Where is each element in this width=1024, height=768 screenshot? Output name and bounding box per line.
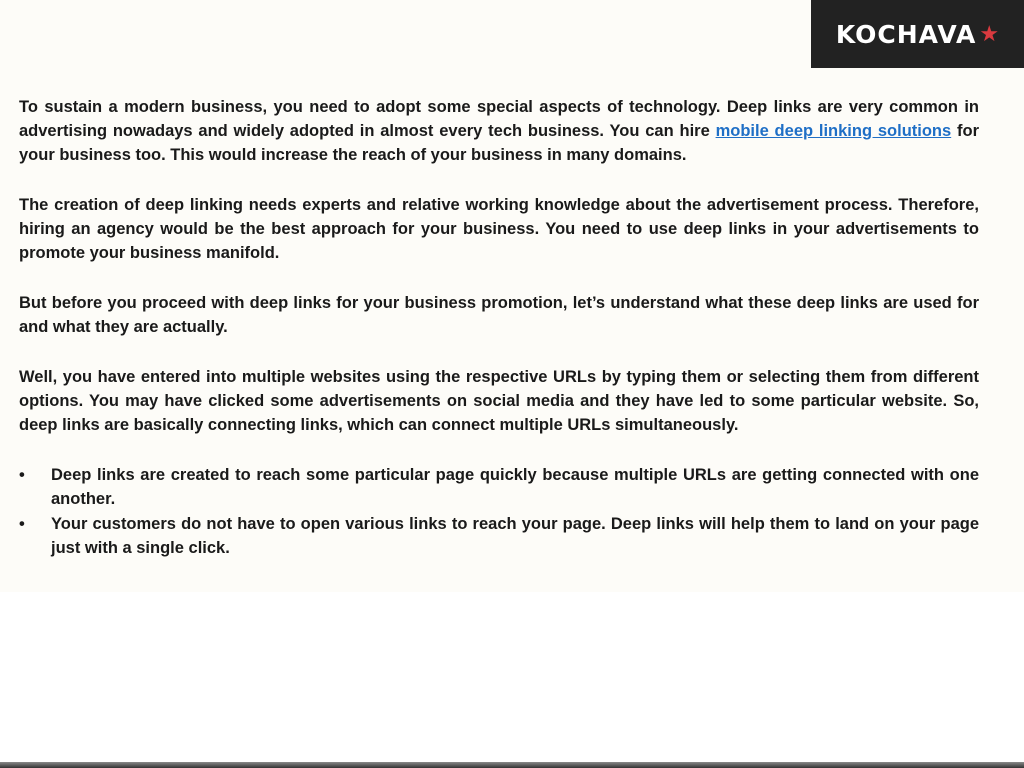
mobile-deep-linking-link[interactable]: mobile deep linking solutions: [715, 122, 952, 140]
bullet-marker: •: [19, 466, 25, 484]
kochava-logo: [811, 0, 1024, 68]
paragraph-before-proceed: But before you proceed with deep links for your business promotion, let’s understand what these deep links are used for and what they are actually.: [19, 294, 979, 336]
paragraph-intro-text-after: for your business too. This would increase the reach of your business in many domains.: [19, 122, 979, 164]
bottom-border: [0, 762, 1024, 768]
list-item: [19, 463, 979, 511]
paragraph-urls: Well, you have entered into multiple websites using the respective URLs by typing them or selecting them from different options. You may have clicked some advertisements on social media and they have led to some particular website. So, deep links are basically connecting links, which can connect multiple URLs simultaneously.: [19, 368, 979, 434]
list-item-text: Your customers do not have to open various links to reach your page. Deep links will help them to land on your page just with a single click.: [51, 515, 979, 557]
article-body: [19, 95, 979, 561]
bullet-marker: •: [19, 515, 25, 533]
list-item: [19, 512, 979, 560]
list-item-text: Deep links are created to reach some particular page quickly because multiple URLs are getting connected with one another.: [51, 466, 979, 508]
paragraph-creation: The creation of deep linking needs experts and relative working knowledge about the advertisement process. Therefore, hiring an agency would be the best approach for your business. You need to use deep links in your advertisements to promote your business manifold.: [19, 196, 979, 262]
paragraph-intro-text-before: To sustain a modern business, you need to adopt some special aspects of technology. Deep links are very common in advertising nowadays and widely adopted in almost every tech business. You can hire: [19, 98, 979, 140]
bullet-list: [19, 463, 979, 560]
logo-wordmark: KOCHAVA: [835, 19, 977, 49]
star-icon: ★: [979, 21, 1000, 47]
paragraph-intro: [19, 95, 979, 167]
